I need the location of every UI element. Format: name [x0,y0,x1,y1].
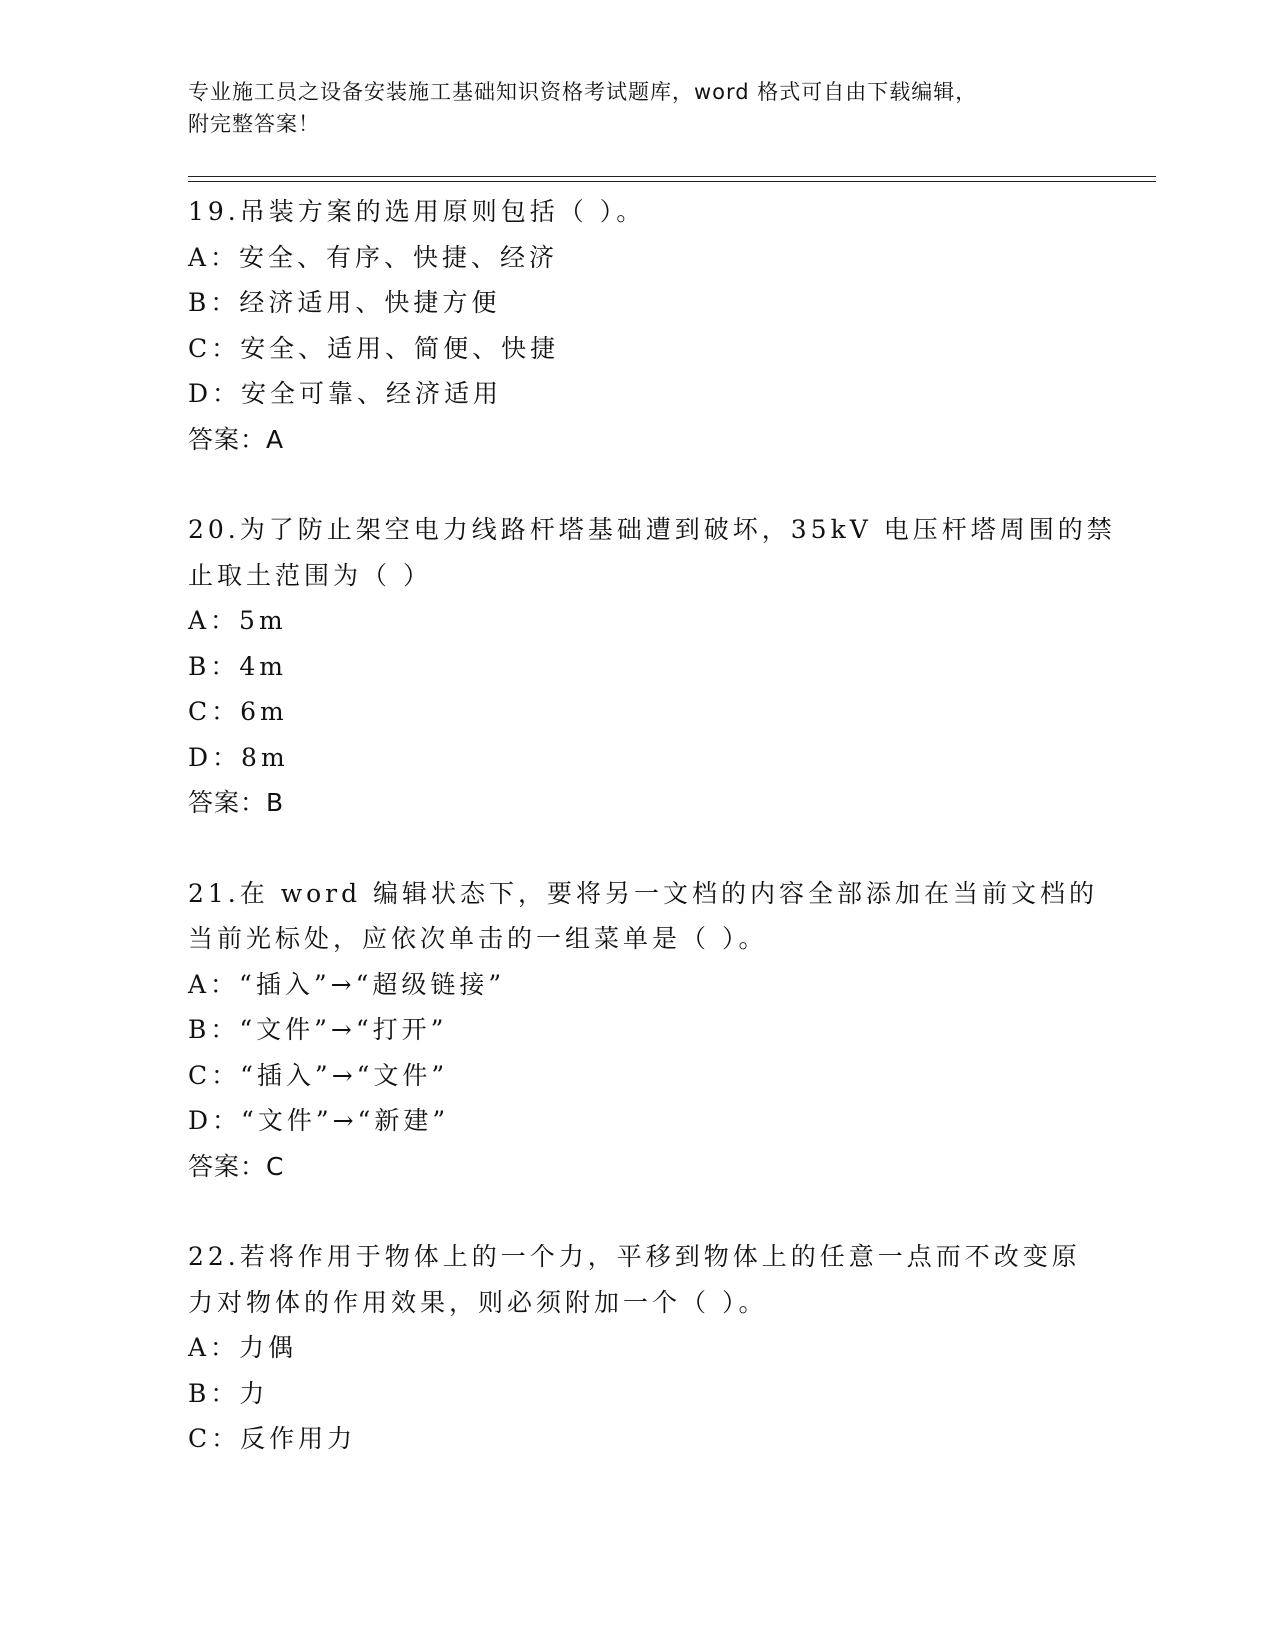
option-a: A：5m [188,606,287,635]
option-a: A：力偶 [188,1333,298,1362]
answer-line: 答案：C [188,1151,285,1181]
option-d: D：安全可靠、经济适用 [188,379,503,408]
header-divider-top [188,176,1156,177]
question-stem: 20.为了防止架空电力线路杆塔基础遭到破坏，35kV 电压杆塔周围的禁 [188,515,1116,544]
question-stem-continued: 止取土范围为（ ） [188,560,432,590]
header-line-1: 专业施工员之设备安装施工基础知识资格考试题库，word 格式可自由下载编辑， [188,80,978,104]
option-c: C：“插入”→“文件” [188,1060,449,1090]
header-line-2: 附完整答案！ [188,112,320,136]
question-stem-continued: 力对物体的作用效果，则必须附加一个（ ）。 [188,1287,768,1317]
option-d: D：8m [188,742,289,772]
option-c: C：安全、适用、简便、快捷 [188,333,560,363]
option-a: A：安全、有序、快捷、经济 [188,242,559,272]
question-19 [188,189,1088,462]
option-a: A：“插入”→“超级链接” [188,969,506,999]
header-divider-bottom [188,181,1156,182]
document-header [188,76,1068,140]
option-b: B：力 [188,1378,269,1408]
question-stem-continued: 当前光标处，应依次单击的一组菜单是（ ）。 [188,924,768,953]
question-22 [188,1234,1088,1462]
option-b: B：4m [188,651,287,681]
answer-line: 答案：B [188,788,285,817]
answer-line: 答案：A [188,424,285,454]
question-stem: 22.若将作用于物体上的一个力，平移到物体上的任意一点而不改变原 [188,1242,1081,1271]
question-stem: 19.吊装方案的选用原则包括（ ）。 [188,197,646,226]
question-stem: 21.在 word 编辑状态下，要将另一文档的内容全部添加在当前文档的 [188,878,1099,908]
question-21 [188,871,1099,1190]
option-c: C：6m [188,697,288,726]
option-b: B：经济适用、快捷方便 [188,288,501,317]
question-20 [188,507,1116,826]
question-list [188,189,1116,1507]
option-b: B：“文件”→“打开” [188,1015,448,1044]
option-d: D：“文件”→“新建” [188,1106,450,1135]
option-c: C：反作用力 [188,1424,357,1453]
